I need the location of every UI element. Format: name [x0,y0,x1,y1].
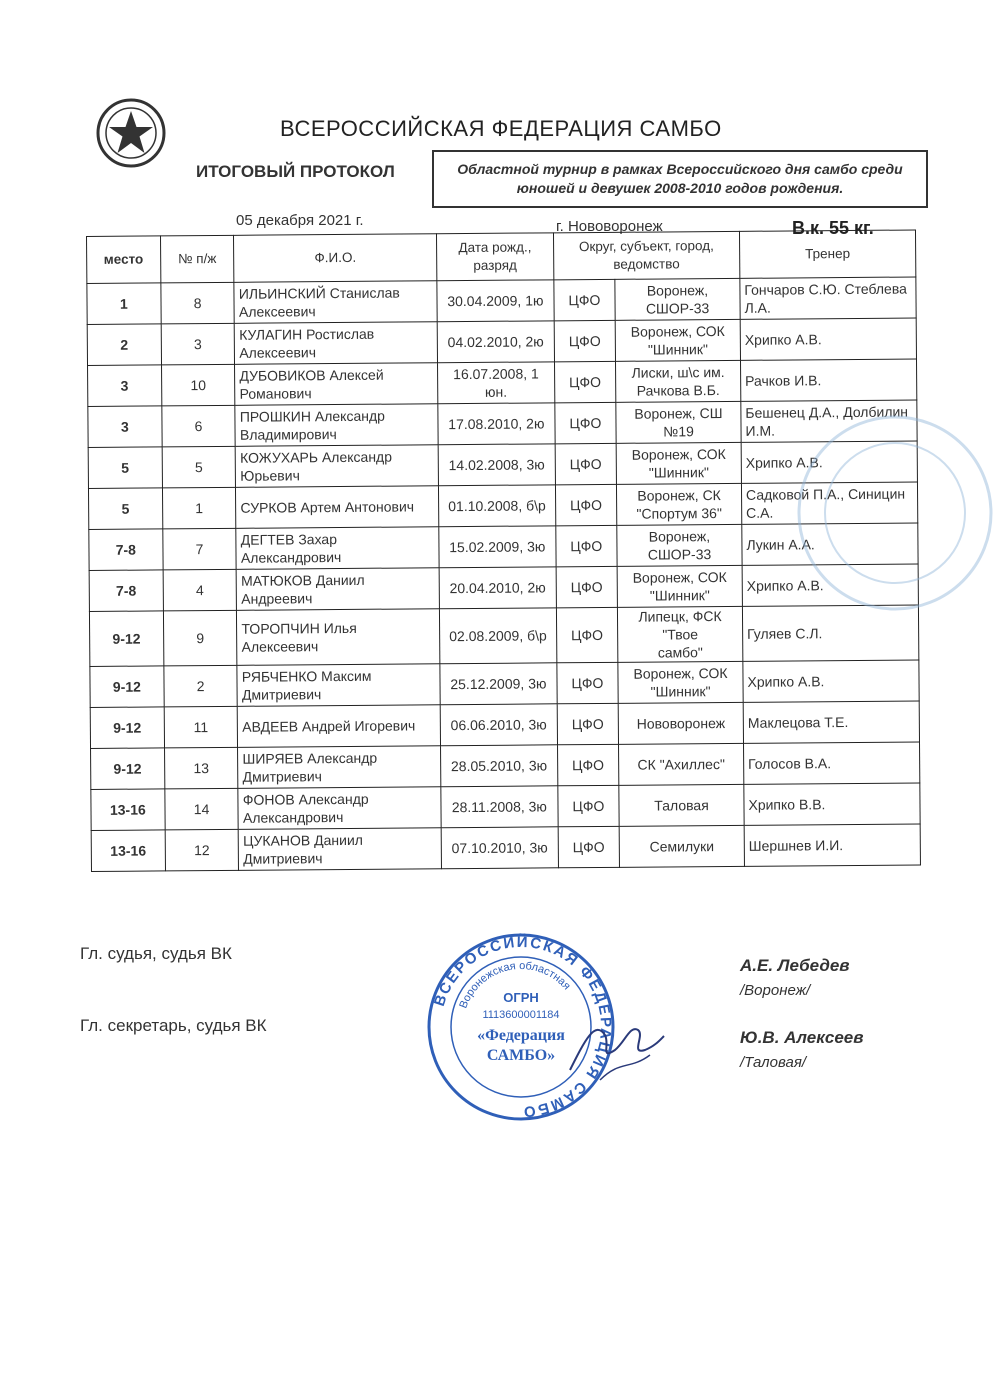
handwritten-signature [560,1000,670,1090]
cell-num: 9 [163,610,237,666]
cell-city [619,784,744,826]
cell-dob-line2: юн. [484,383,508,400]
cell-dob-line1: 25.12.2009, 3ю [450,675,547,693]
cell-dob-line1: 02.08.2009, б\р [449,627,547,645]
cell-num: 8 [161,282,235,324]
cell-name-line2: Юрьевич [240,467,300,484]
cell-name-line1: ШИРЯЕВ Александр [242,749,378,767]
cell-name [236,445,439,488]
cell-city-line2: "Шинник" [649,587,710,604]
cell-name [235,322,438,365]
table-row [87,318,916,366]
cell-coach [743,742,919,784]
cell-name-line2: Дмитриевич [242,768,322,785]
chief-secretary-name: Ю.В. Алексеев [740,1028,864,1047]
cell-district: ЦФО [557,662,619,703]
stamp-ogrn-label: ОГРН [503,990,539,1005]
cell-coach-line1: Лукин А.А. [746,536,815,553]
cell-dob-line1: 30.04.2009, 1ю [447,292,544,310]
cell-name [234,281,437,324]
cell-dob-line1: 28.05.2010, 3ю [450,757,548,775]
cell-dob-line1: 15.02.2009, 3ю [449,538,546,556]
cell-name [236,568,439,611]
stamp-ogrn: 1113600001184 [482,1009,560,1021]
cell-district: ЦФО [555,484,617,525]
cell-dob-line1: 14.02.2008, 3ю [448,456,545,474]
cell-name-line2: Романович [239,385,312,402]
cell-coach-line1: Рачков И.В. [745,372,822,389]
event-line-2: юношей и девушек 2008-2010 годов рождения. [516,180,844,196]
cell-coach-line1: Хрипко В.В. [748,796,826,813]
cell-city-line1: Воронеж, СОК [631,445,726,463]
table-header-row [87,230,916,284]
cell-name-line1: РЯБЧЕНКО Максим [241,667,372,685]
cell-dob-line1: 16.07.2008, 1 [453,365,539,383]
cell-city-line2: "Спортум 36" [636,505,722,522]
cell-num: 11 [164,706,238,748]
cell-dob [439,567,556,609]
cell-city [617,524,742,566]
cell-num: 2 [164,665,238,707]
cell-dob [438,362,555,404]
cell-name [239,828,442,871]
cell-district: ЦФО [554,279,616,320]
cell-coach-line1: Садковой П.А., Синицин [745,485,906,503]
cell-city [617,565,742,607]
cell-coach-line1: Бешенец Д.А., Долбилин [745,403,909,421]
cell-district: ЦФО [555,443,617,484]
table-row [90,701,919,749]
organization-title: ВСЕРОССИЙСКАЯ ФЕДЕРАЦИЯ САМБО [280,116,722,141]
cell-place: 13-16 [91,789,165,831]
cell-dob [439,608,556,664]
cell-place: 3 [88,365,162,407]
cell-place: 7-8 [89,570,163,612]
cell-num: 4 [163,569,237,611]
cell-name-line1: ТОРОПЧИН Илья [241,619,357,637]
cell-district: ЦФО [558,826,620,867]
cell-place: 9-12 [89,611,163,667]
cell-city-line1: Воронеж, СШ №19 [634,405,723,440]
chief-judge-city: /Воронеж/ [740,982,811,999]
cell-city [618,702,743,744]
col-header-dob-line1: Дата рожд., [458,239,532,256]
cell-district: ЦФО [554,320,616,361]
table-row [88,359,917,407]
cell-name-line2: Дмитриевич [241,686,322,703]
col-header-district [553,231,740,279]
cell-place: 3 [88,406,162,448]
cell-coach [740,359,916,401]
cell-district: ЦФО [555,402,617,443]
table-row [91,742,920,790]
cell-num: 13 [164,747,238,789]
cell-coach-line1: Гончаров С.Ю. Стеблева [744,280,907,298]
event-line-1: Областной турнир в рамках Всероссийского дня самбо среди [457,161,903,177]
cell-name [238,705,441,748]
cell-name-line2: Александрович [242,808,344,826]
cell-name [236,527,439,570]
cell-city [616,360,741,402]
cell-name-line1: КОЖУХАРЬ Александр [240,448,393,466]
weight-category: В.к. 55 кг. [792,218,874,238]
cell-coach-line1: Хрипко А.В. [744,331,822,348]
cell-coach-line1: Маклецова Т.Е. [747,714,849,731]
cell-place: 9-12 [91,748,165,790]
cell-coach-line1: Хрипко А.В. [745,454,823,471]
cell-dob [441,827,558,869]
cell-name-line1: АВДЕЕВ Андрей Игоревич [242,717,416,735]
cell-dob-line1: 28.11.2008, 3ю [451,798,547,816]
cell-city-line1: Воронеж, СШОР-33 [645,282,710,317]
cell-dob [441,745,558,787]
cell-city-line1: Семилуки [649,838,715,855]
cell-name [237,664,440,707]
cell-num: 6 [162,405,236,447]
cell-place: 13-16 [91,830,165,872]
cell-city-line1: Воронеж, СОК [630,322,725,340]
cell-place: 2 [87,324,161,366]
cell-dob-line1: 04.02.2010, 2ю [447,333,544,351]
cell-district: ЦФО [558,785,620,826]
cell-name-line1: ДУБОВИКОВ Алексей [239,366,384,384]
cell-name [235,404,438,447]
cell-name-line1: КУЛАГИН Ростислав [239,325,375,343]
cell-name-line2: Алексеевич [238,303,316,320]
cell-dob [439,526,556,568]
cell-city-line1: Воронеж, СШОР-33 [647,528,712,563]
cell-coach-line2: И.М. [745,422,776,439]
cell-dob [441,786,558,828]
cell-district: ЦФО [555,525,617,566]
cell-num: 3 [161,323,235,365]
cell-name-line1: ПРОШКИН Александр [239,407,385,425]
cell-name [235,363,438,406]
cell-coach-line1: Голосов В.А. [748,755,832,772]
cell-city-line1: Таловая [654,797,709,814]
sambo-federation-logo [96,98,166,168]
cell-district: ЦФО [557,744,619,785]
cell-place: 5 [88,447,162,489]
cell-place: 7-8 [89,529,163,571]
cell-num: 14 [165,788,239,830]
cell-dob-line1: 17.08.2010, 2ю [448,415,545,433]
col-header-place: место [87,236,161,284]
cell-name-line1: СУРКОВ Артем Антонович [240,498,415,516]
cell-num: 7 [162,528,236,570]
cell-name-line2: Александрович [240,549,342,566]
chief-judge-name: А.Е. Лебедев [740,956,850,975]
cell-num: 10 [161,364,235,406]
cell-coach [740,277,916,319]
cell-coach-line1: Хрипко А.В. [746,577,824,594]
cell-city [619,743,744,785]
cell-coach [743,701,919,743]
cell-coach-line2: С.А. [746,504,774,521]
cell-city-line2: "Шинник" [648,464,709,481]
cell-dob [440,663,557,705]
col-header-dob-line2: разряд [473,257,517,273]
cell-city [616,442,741,484]
cell-dob [438,444,555,486]
cell-city-line1: СК "Ахиллес" [637,755,725,773]
cell-city-line2: "Шинник" [647,341,708,358]
cell-city-line1: Нововоронеж [636,714,726,732]
stamp-center-line1: «Федерация [477,1027,565,1044]
cell-city [615,278,740,320]
table-row [91,824,920,872]
cell-city-line2: самбо" [657,644,703,661]
cell-city [618,606,743,662]
cell-dob-line1: 01.10.2008, б\р [448,497,546,515]
cell-city-line2: "Шинник" [650,683,711,700]
chief-secretary-city: /Таловая/ [740,1054,806,1071]
event-description-box [432,150,928,208]
cell-name-line2: Дмитриевич [243,850,323,867]
cell-city [619,825,744,867]
stamp-center-line2: САМБО» [486,1047,556,1064]
cell-dob [438,403,555,445]
cell-place: 9-12 [90,707,164,749]
cell-city-line1: Воронеж, СОК [632,568,727,586]
cell-district: ЦФО [556,566,618,607]
table-row [90,660,919,708]
cell-city-line1: Липецк, ФСК "Твое [638,608,722,643]
cell-dob [437,321,554,363]
col-header-dob [437,233,554,281]
stamp-outer-text: ВСЕРОССИЙСКАЯ ФЕДЕРАЦИЯ САМБО [430,933,615,1121]
cell-dob-line1: 20.04.2010, 2ю [449,579,546,597]
cell-district: ЦФО [557,703,619,744]
cell-name-line2: Владимирович [239,426,337,443]
table-row [91,783,920,831]
cell-name-line1: ДЕГТЕВ Захар [240,531,338,548]
cell-place: 1 [87,283,161,325]
cell-name-line1: ИЛЬИНСКИЙ Станислав [238,284,400,302]
col-header-district-line1: Округ, субъект, город, [578,238,714,255]
cell-name-line2: Андреевич [241,590,313,607]
cell-coach-line1: Шершнев И.И. [748,837,844,854]
cell-district: ЦФО [556,607,618,662]
cell-city-line2: Рачкова В.Б. [636,382,720,399]
cell-coach [740,318,916,360]
table-row [87,277,916,325]
cell-city [615,319,740,361]
cell-name-line2: Алексеевич [239,344,317,361]
protocol-date: 05 декабря 2021 г. [236,212,364,229]
cell-dob [440,704,557,746]
cell-coach-line2: Л.А. [744,299,771,316]
cell-num: 12 [165,829,239,871]
cell-name [236,486,439,529]
cell-place: 5 [88,488,162,530]
cell-place: 9-12 [90,666,164,708]
cell-dob-line1: 07.10.2010, 3ю [451,839,548,857]
cell-dob-line1: 06.06.2010, 3ю [450,716,547,734]
cell-name-line1: ФОНОВ Александр [242,790,369,808]
cell-dob [438,485,555,527]
cell-dob [437,280,554,322]
cell-coach [744,824,920,866]
cell-name [238,787,441,830]
faint-stamp-imprint [790,408,1000,618]
cell-num: 5 [162,446,236,488]
protocol-city: г. Нововоронеж [556,218,663,235]
col-header-num: № п/ж [160,235,234,283]
cell-name [237,609,440,666]
cell-district: ЦФО [554,361,616,402]
stamp-inner-text: Воронежская областная [457,959,573,1011]
cell-num: 1 [162,487,236,529]
cell-name [238,746,441,789]
cell-city-line1: Воронеж, СОК [633,664,728,682]
chief-judge-label: Гл. судья, судья ВК [80,944,232,963]
cell-city [617,483,742,525]
cell-city [618,661,743,703]
cell-name-line2: Алексеевич [241,638,319,655]
cell-city-line1: Воронеж, СК [637,487,721,504]
cell-coach-line1: Гуляев С.Л. [747,625,823,642]
chief-secretary-label: Гл. секретарь, судья ВК [80,1016,267,1035]
col-header-coach: Тренер [739,230,915,278]
col-header-name: Ф.И.О. [234,234,437,283]
col-header-district-line2: ведомство [613,256,680,272]
cell-coach [744,783,920,825]
cell-name-line1: МАТЮКОВ Даниил [241,571,365,589]
cell-coach-line1: Хрипко А.В. [747,673,825,690]
cell-coach [743,660,919,702]
cell-city [616,401,741,443]
cell-name-line1: ЦУКАНОВ Даниил [243,831,363,849]
cell-city-line1: Лиски, ш\с им. [631,363,725,381]
protocol-title: ИТОГОВЫЙ ПРОТОКОЛ [196,162,395,181]
